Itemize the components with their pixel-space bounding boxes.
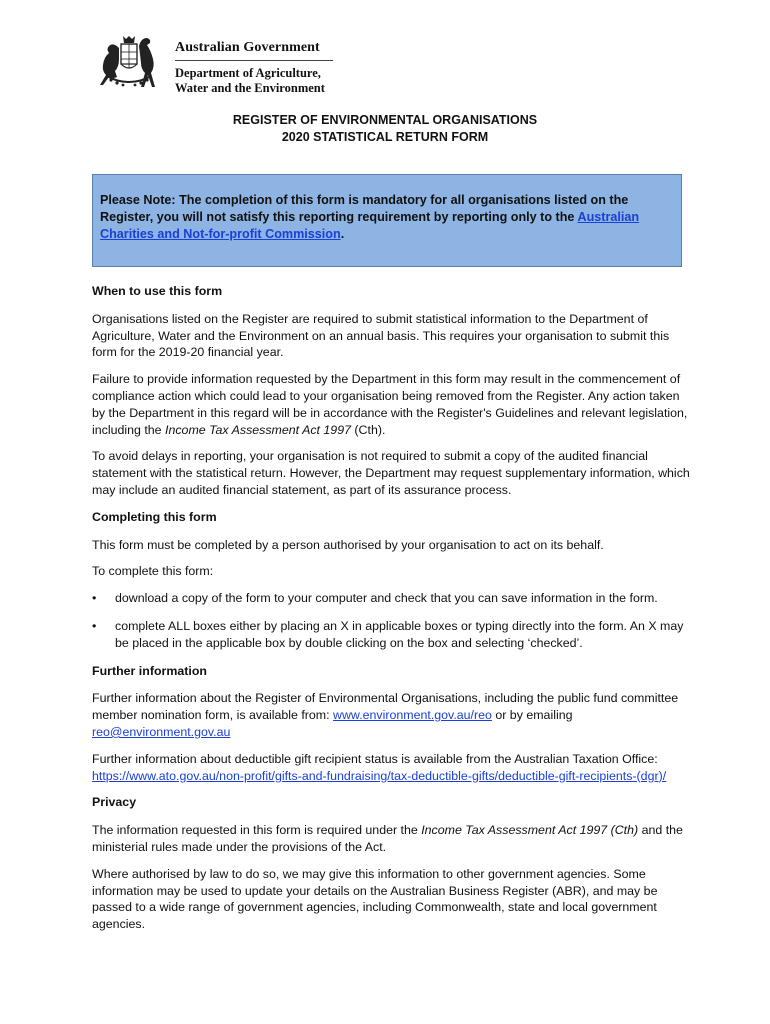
completing-paragraph-2: To complete this form: — [92, 564, 214, 579]
list-item-text: complete ALL boxes either by placing an X in applicable boxes or typing directly into the form. An X may be placed in the applicable box by double clicking on the box and selecting ‘checked’. — [115, 618, 684, 650]
completing-steps-list — [92, 590, 692, 651]
government-wordmark — [175, 40, 333, 95]
list-item-text: download a copy of the form to your computer and check that you can save information in the form. — [115, 591, 658, 606]
further-paragraph-2 — [92, 751, 692, 785]
reo-email-link[interactable]: reo@environment.gov.au — [92, 724, 231, 739]
ato-dgr-link[interactable]: https://www.ato.gov.au/non-profit/gifts-and-fundraising/tax-deductible-gifts/deductible-gift-recipients-(dgr)/ — [92, 768, 667, 783]
department-name-line2: Water and the Environment — [175, 80, 325, 95]
coat-of-arms-logo — [93, 32, 165, 92]
when-p2-end: (Cth). — [350, 422, 386, 437]
when-paragraph-2 — [92, 371, 692, 438]
completing-heading: Completing this form — [92, 509, 217, 524]
form-instructions — [92, 283, 692, 943]
privacy-heading: Privacy — [92, 795, 137, 810]
completing-paragraph-1: This form must be completed by a person authorised by your organisation to act on its behalf. — [92, 537, 604, 552]
privacy-p1-end: and the ministerial rules made under the provisions of the Act. — [92, 823, 683, 854]
document-title-line2: 2020 STATISTICAL RETURN FORM — [281, 130, 489, 144]
government-header — [93, 32, 353, 94]
bullet-icon: • — [92, 618, 97, 633]
further-paragraph-1 — [92, 690, 692, 740]
when-heading: When to use this form — [92, 284, 223, 298]
notice-end: . — [340, 227, 345, 241]
notice-text: Please Note: The completion of this form is mandatory for all organisations listed on the Register, you will not satisfy this reporting requirement by reporting only to the — [100, 193, 629, 224]
further-heading: Further information — [92, 663, 207, 678]
further-p2-text: Further information about deductible gift recipient status is available from the Australian Taxation Office: — [92, 751, 658, 766]
privacy-paragraph-2: Where authorised by law to do so, we may give this information to other government agencies. Some information may be used to update your details on the Australian Business Register (ABR), and may be passed to a wide range of government agencies, including Commonwealth, state and local government agencies. — [92, 866, 658, 932]
acnc-link[interactable]: Australian Charities and Not-for-profit Commission — [100, 210, 640, 241]
department-name-line1: Department of Agriculture, — [175, 66, 321, 80]
further-p1-text: Further information about the Register of Environmental Organisations, including the public fund committee member nomination form, is available from: — [92, 691, 679, 723]
privacy-paragraph-1 — [92, 822, 692, 856]
mandatory-notice-box — [92, 174, 682, 267]
reo-website-link[interactable]: www.environment.gov.au/reo — [333, 708, 492, 723]
when-paragraph-3: To avoid delays in reporting, your organisation is not required to submit a copy of the audited financial statement with the statistical return. However, the Department may request supplementary information, which may include an audited financial statement, as part of its assurance process. — [92, 449, 690, 497]
list-item — [92, 618, 692, 652]
list-item — [92, 590, 692, 607]
act-name: Income Tax Assessment Act 1997 — [165, 422, 351, 437]
document-title-line1: REGISTER OF ENVIRONMENTAL ORGANISATIONS — [232, 113, 538, 127]
document-title — [0, 112, 770, 146]
bullet-icon: • — [92, 591, 97, 606]
privacy-act-name: Income Tax Assessment Act 1997 (Cth) — [421, 823, 639, 838]
when-paragraph-1: Organisations listed on the Register are required to submit statistical information to the Department of Agriculture, Water and the Environment on an annual basis. This requires your organisation to submit this form for the 2019-20 financial year. — [92, 311, 670, 360]
privacy-p1-text: The information requested in this form is required under the — [92, 823, 422, 838]
header-divider — [175, 60, 333, 61]
further-p1-mid: or by emailing — [491, 708, 573, 723]
when-p2-text: Failure to provide information requested by the Department in this form may result in the commencement of compliance action which could lead to your organisation being removed from the Register. Any action taken by the Department in this regard will be in accordance with the Register's Guidelines and relevant legislation, including the — [92, 372, 688, 437]
government-title: Australian Government — [175, 40, 320, 55]
